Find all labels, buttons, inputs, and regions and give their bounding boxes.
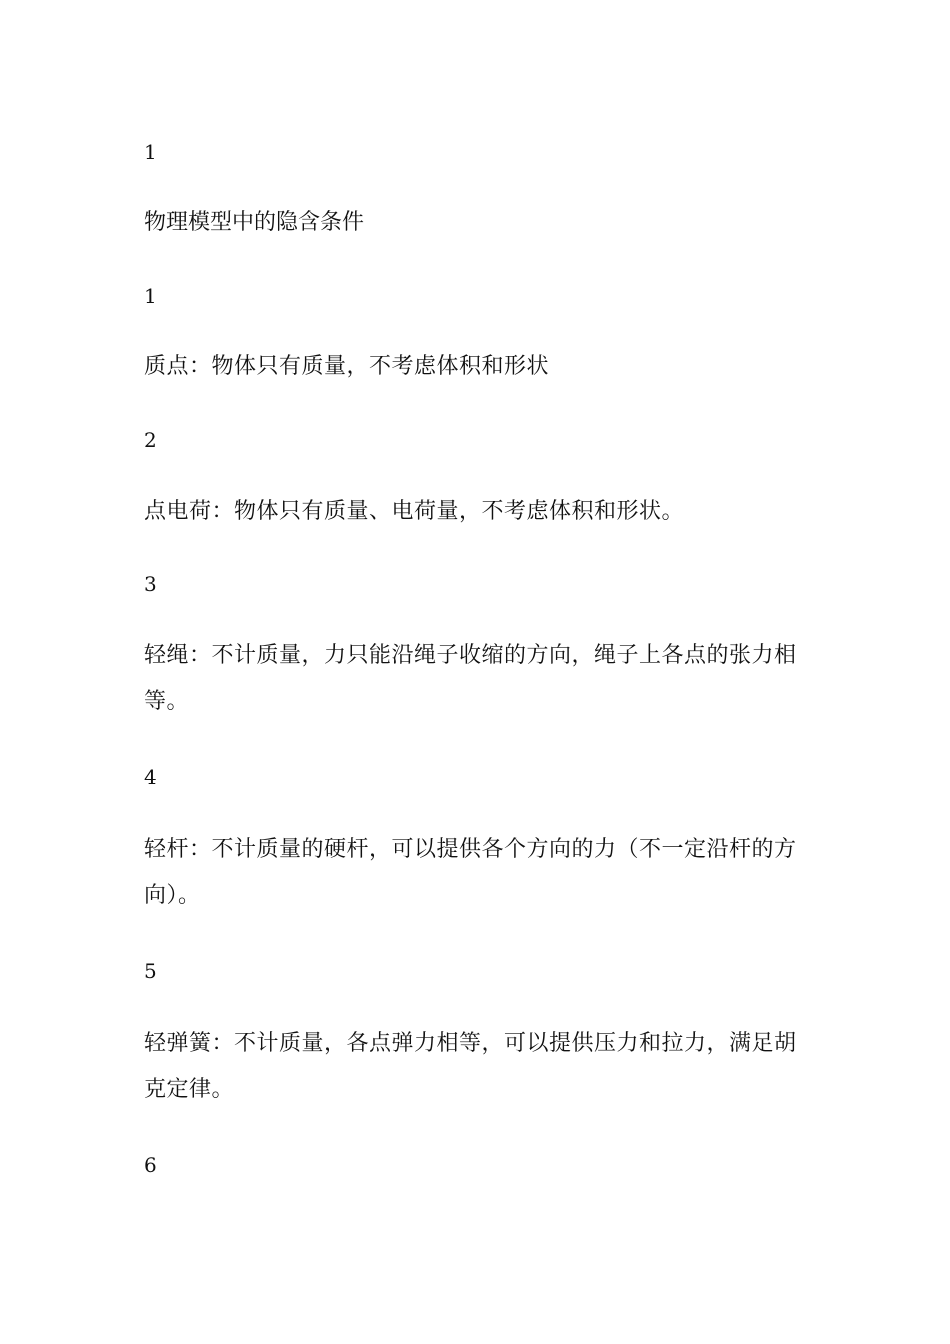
document-title: 物理模型中的隐含条件 [144,210,365,235]
item-number-2: 2 [144,428,157,452]
item-number-6: 6 [144,1153,157,1177]
item-text-4: 轻杆：不计质量的硬杆，可以提供各个方向的力（不一定沿杆的方向）。 [144,837,797,908]
item-text-5: 轻弹簧：不计质量，各点弹力相等，可以提供压力和拉力，满足胡克定律。 [144,1031,797,1102]
item-text-2: 点电荷：物体只有质量、电荷量，不考虑体积和形状。 [144,499,685,524]
item-text-3: 轻绳：不计质量，力只能沿绳子收缩的方向，绳子上各点的张力相等。 [144,643,797,714]
page-number: 1 [144,140,157,164]
item-number-3: 3 [144,572,157,596]
item-text-1: 质点：物体只有质量，不考虑体积和形状 [144,354,550,379]
item-number-1: 1 [144,284,157,308]
item-number-4: 4 [144,765,157,789]
item-number-5: 5 [144,959,157,983]
